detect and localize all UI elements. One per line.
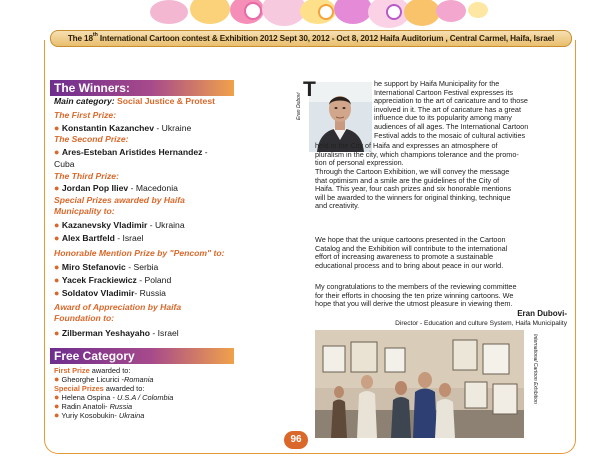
article-line: International Cartoon Festival expresses its xyxy=(374,87,514,97)
article-paragraph-1-continued xyxy=(315,142,568,168)
article-line: influence due to its popularity among many xyxy=(374,113,512,123)
appreciation-winner: ● Zilberman Yeshayaho - Israel xyxy=(54,328,179,338)
first-prize-winner: ● Konstantin Kazanchev - Ukraine xyxy=(54,123,192,133)
article-line: Haifa. This year, four cash prizes and six honorable mentions xyxy=(315,184,512,194)
free-special-winner: ● Yuriy Kosobukin- Ukraina xyxy=(54,410,145,420)
article-paragraph-2 xyxy=(315,168,568,211)
signature-name: Eran Dubovi- xyxy=(517,309,567,318)
article-line: pluralism in the city, which champions tolerance and the promo- xyxy=(315,149,519,159)
article-paragraph-4 xyxy=(315,283,568,309)
signature-title: Director - Education and culture System, Haifa Municipality xyxy=(395,320,567,327)
second-prize-country: Cuba xyxy=(54,159,75,169)
article-dropcap: T xyxy=(303,78,316,101)
article-line: effort of increasing awareness to promote a sustainable xyxy=(315,252,493,262)
honorable-mention-winner: ● Soldatov Vladimir- Russia xyxy=(54,288,166,298)
article-line: hope that you will derive the utmost pleasure in viewing them. xyxy=(315,299,513,309)
honorable-mention-label: Honorable Mention Prize by "Pencom" to: xyxy=(54,248,225,258)
article-line: involved in it. The art of caricature has a great xyxy=(374,104,521,114)
article-line: held in the City of Haifa and expresses an atmosphere of xyxy=(315,141,498,150)
appreciation-label-line1: Award of Appreciation by Haifa xyxy=(54,302,182,312)
main-category-line: Main category: Social Justice & Protest xyxy=(54,96,215,106)
exhibition-caption: International Cartoon Exhibition xyxy=(532,334,538,404)
article-paragraph-3 xyxy=(315,236,568,270)
article-line: and creativity. xyxy=(315,201,360,211)
article-line: Through the Cartoon Exhibition, we will convey the message xyxy=(315,167,510,176)
honorable-mention-winner: ● Miro Stefanovic - Serbia xyxy=(54,262,159,272)
free-category-heading: Free Category xyxy=(50,348,234,364)
article-line: Festival adds to the mosaic of cultural activities xyxy=(374,130,526,140)
page-header-banner: The 18th International Cartoon contest & Exhibition 2012 Sept 30, 2012 - Oct 8, 2012 Haifa Auditorium , Central Carmel, Haifa, Israel xyxy=(50,30,572,47)
article-line: he support by Haifa Municipality for the xyxy=(374,79,500,88)
article-line: appreciation to the art of caricature and to those xyxy=(374,96,528,106)
free-first-prize-label: First Prize awarded to: xyxy=(54,366,131,375)
appreciation-label-line2: Foundation to: xyxy=(54,313,115,323)
article-line: Catalog and the Exhibition will contribute to the international xyxy=(315,243,508,253)
portrait-caption: Eran Dubovi xyxy=(296,92,302,120)
first-prize-label: The First Prize: xyxy=(54,110,117,120)
article-paragraph-1 xyxy=(374,80,568,140)
second-prize-winner: ● Ares-Esteban Aristides Hernandez - xyxy=(54,147,208,157)
honorable-mention-winner: ● Yacek Frackiewicz - Poland xyxy=(54,275,172,285)
article-line: will be awarded to the winners for original thinking, technique xyxy=(315,192,511,202)
page-number: 96 xyxy=(284,431,308,449)
article-line: We hope that the unique cartoons presented in the Cartoon xyxy=(315,235,506,244)
winners-heading: The Winners: xyxy=(50,80,234,96)
second-prize-label: The Second Prize: xyxy=(54,134,129,144)
article-line: My congratulations to the members of the reviewing committee xyxy=(315,282,517,291)
free-first-prize-winner: ● Gheorghe Licurici -Romania xyxy=(54,374,154,384)
third-prize-label: The Third Prize: xyxy=(54,171,119,181)
article-line: for their efforts in choosing the ten prize winning cartoons. We xyxy=(315,290,514,300)
free-special-prizes-label: Special Prizes awarded to: xyxy=(54,384,145,393)
article-line: that optimism and a smile are the guidelines of the City of xyxy=(315,175,500,185)
exhibition-photo xyxy=(315,330,524,438)
free-special-winner: ● Helena Ospina - U.S.A / Colombia xyxy=(54,392,174,402)
special-prizes-label-line1: Special Prizes awarded by Haifa xyxy=(54,195,185,205)
article-line: audiences of all ages. The International Cartoon xyxy=(374,121,529,131)
special-prize-winner: ● Kazanevsky Vladimir - Ukraina xyxy=(54,220,185,230)
article-line: educational process and to bring about peace in our world. xyxy=(315,260,504,270)
article-line: tion of personal expression. xyxy=(315,158,404,168)
third-prize-winner: ● Jordan Pop Iliev - Macedonia xyxy=(54,183,178,193)
special-prizes-label-line2: Municpality to: xyxy=(54,206,115,216)
free-special-winner: ● Radin Anatoli- Russia xyxy=(54,401,133,411)
special-prize-winner: ● Alex Bartfeld - Israel xyxy=(54,233,144,243)
